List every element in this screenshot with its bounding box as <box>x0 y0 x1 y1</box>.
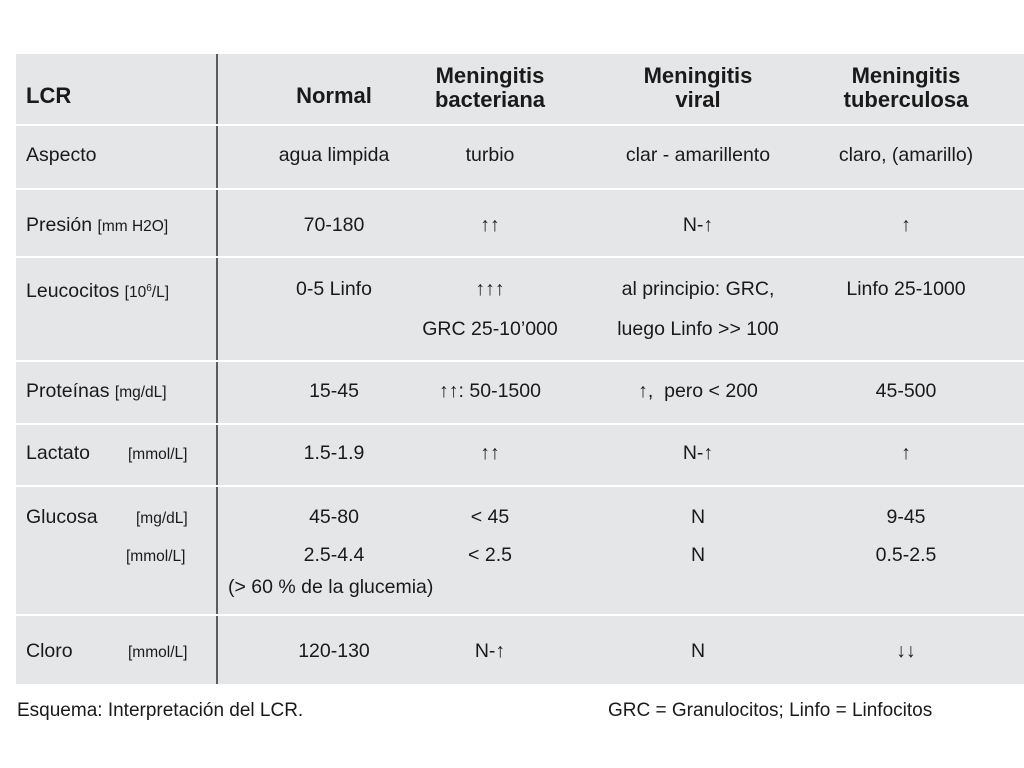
unit-presion: [mm H2O] <box>97 218 169 235</box>
column-divider <box>216 54 218 684</box>
abbreviation-legend: GRC = Granulocitos; Linfo = Linfocitos <box>608 700 933 721</box>
cell-presion-bacterial: ↑↑ <box>480 214 500 236</box>
unit-lactato: [mmol/L] <box>128 446 188 463</box>
row-divider <box>16 124 1024 126</box>
unit-glucosa-mgdl: [mg/dL] <box>136 510 188 527</box>
row-divider <box>16 188 1024 190</box>
cell-lactato-bacterial: ↑↑ <box>480 442 500 464</box>
figure-caption: Esquema: Interpretación del LCR. <box>17 700 304 721</box>
cell-aspecto-viral: clar - amarillento <box>625 144 771 166</box>
unit-cloro: [mmol/L] <box>128 644 188 661</box>
cell-glucosa-viral-1: N <box>690 506 706 528</box>
cell-presion-tb: ↑ <box>901 214 911 236</box>
cell-glucosa-bacterial-1: < 45 <box>470 506 510 528</box>
unit-leucocitos: $[10^6/L]$ <box>124 283 170 302</box>
cell-cloro-tb: ↓↓ <box>896 640 916 662</box>
cell-leucocitos-viral-1: al principio: GRC, <box>621 278 775 300</box>
cell-cloro-viral: N <box>690 640 706 662</box>
header-lcr: LCR <box>26 83 72 108</box>
cell-glucosa-bacterial-2: < 2.5 <box>468 544 512 566</box>
row-divider <box>16 614 1024 616</box>
row-label-leucocitos: Leucocitos $[10^6/L]$ <box>26 280 170 303</box>
row-label-cloro: Cloro <box>26 640 73 662</box>
unit-glucosa-mmol: [mmol/L] <box>126 548 186 565</box>
lcr-table <box>16 54 1024 684</box>
cell-lactato-normal: 1.5-1.9 <box>303 442 365 464</box>
row-label-lactato: Lactato <box>26 442 90 464</box>
row-divider <box>16 423 1024 425</box>
cell-lactato-viral: N-↑ <box>682 442 714 464</box>
cell-cloro-bacterial: N-↑ <box>474 640 506 662</box>
row-label-presion: Presión [mm H2O] <box>26 214 169 236</box>
header-normal: Normal <box>296 83 372 108</box>
cell-aspecto-bacterial: turbio <box>465 144 515 166</box>
row-label-proteinas: Proteínas [mg/dL] <box>26 380 167 402</box>
cell-glucosa-tb-2: 0.5-2.5 <box>875 544 937 566</box>
cell-leucocitos-tb: Linfo 25-1000 <box>846 278 966 300</box>
row-divider <box>16 360 1024 362</box>
cell-proteinas-tb: 45-500 <box>875 380 937 402</box>
cell-aspecto-tb: claro, (amarillo) <box>838 144 974 166</box>
cell-leucocitos-viral-2: luego Linfo >> 100 <box>617 318 779 340</box>
header-viral: Meningitis viral <box>643 63 753 112</box>
cell-cloro-normal: 120-130 <box>298 640 370 662</box>
cell-proteinas-bacterial: ↑↑: 50-1500 <box>439 380 541 402</box>
cell-glucosa-note: (> 60 % de la glucemia) <box>228 576 434 598</box>
cell-aspecto-normal: agua limpida <box>278 144 390 166</box>
cell-glucosa-tb-1: 9-45 <box>886 506 926 528</box>
cell-glucosa-normal-1: 45-80 <box>309 506 359 528</box>
cell-lactato-tb: ↑ <box>901 442 911 464</box>
cell-leucocitos-bacterial-1: ↑↑↑ <box>475 278 505 300</box>
cell-presion-viral: N-↑ <box>682 214 714 236</box>
cell-glucosa-viral-2: N <box>690 544 706 566</box>
cell-leucocitos-bacterial-2: GRC 25-10’000 <box>422 318 558 340</box>
row-label-aspecto: Aspecto <box>26 144 97 166</box>
row-divider <box>16 485 1024 487</box>
row-divider <box>16 256 1024 258</box>
header-tuberculosa: Meningitis tuberculosa <box>843 63 969 112</box>
header-bacterial: Meningitis bacteriana <box>434 63 546 112</box>
cell-leucocitos-normal: 0-5 Linfo <box>296 278 372 300</box>
cell-proteinas-viral: ↑, pero < 200 <box>638 380 758 402</box>
cell-proteinas-normal: 15-45 <box>309 380 359 402</box>
unit-proteinas: [mg/dL] <box>114 384 167 401</box>
cell-glucosa-normal-2: 2.5-4.4 <box>303 544 365 566</box>
row-label-glucosa: Glucosa <box>26 506 98 528</box>
cell-presion-normal: 70-180 <box>303 214 365 236</box>
